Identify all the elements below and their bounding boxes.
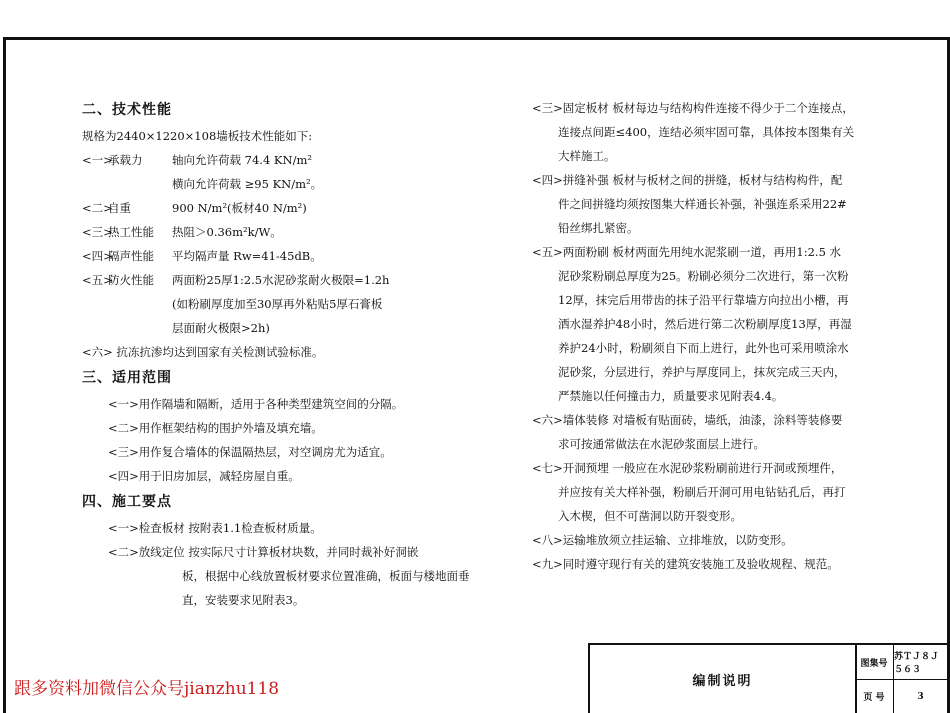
scope-item: <二>用作框架结构的围护外墙及填充墙。: [108, 421, 323, 435]
performance-mark: [82, 292, 108, 316]
construction-step-line: 求可按通常做法在水泥砂浆面层上进行。: [558, 437, 765, 451]
scope-item: <四>用于旧房加层，减轻房屋自重。: [108, 469, 300, 483]
construction-step-line: <三>固定板材 板材每边与结构构件连接不得少于二个连接点，: [532, 101, 854, 115]
construction-step-line: <七>开洞预埋 一般应在水泥砂浆粉刷前进行开洞或预埋件，: [532, 461, 843, 475]
construction-step-line: 大样施工。: [558, 149, 616, 163]
construction-step-line: 件之间拼缝均须按图集大样通长补强，补强连系采用22#: [558, 197, 847, 211]
construction-step-line: 洒水湿养护48小时，然后进行第二次粉刷厚度13厚，再湿: [558, 317, 852, 331]
construction-step-line: 板，根据中心线放置板材要求位置准确，板面与楼地面垂: [182, 569, 470, 583]
performance-row: [82, 172, 502, 196]
scope-item: <一>用作隔墙和隔断，适用于各种类型建筑空间的分隔。: [108, 397, 404, 411]
performance-mark: <二>: [82, 201, 113, 215]
construction-step-line: <四>拼缝补强 板材与板材之间的拼缝，板材与结构构件，配: [532, 173, 843, 187]
performance-value: 横向允许荷载 ≥95 KN/m²。: [172, 177, 323, 191]
page-label: 页 号: [855, 680, 894, 713]
performance-row: [82, 244, 502, 268]
performance-value: 层面耐火极限>2h): [172, 321, 270, 335]
construction-step-line: 严禁施以任何撞击力，质量要求见附表4.4。: [558, 389, 784, 403]
atlas-label: 图集号: [855, 645, 894, 680]
performance-label: [108, 292, 172, 316]
performance-value: (如粉刷厚度加至30厚再外粘贴5厚石膏板: [172, 297, 383, 311]
performance-label: 防火性能: [108, 273, 154, 287]
performance-label: [108, 316, 172, 340]
performance-value: 两面粉25厚1:2.5水泥砂浆耐火极限=1.2h: [172, 273, 390, 287]
page-number: 3: [917, 691, 924, 702]
right-column: [532, 96, 877, 576]
performance-mark: <四>: [82, 249, 113, 263]
performance-label: 承载力: [108, 153, 143, 167]
construction-step-line: <一>检查板材 按附表1.1检查板材质量。: [108, 521, 322, 535]
construction-step-line: 泥砂浆，分层进行，养护与厚度同上，抹灰完成三天内，: [558, 365, 846, 379]
performance-row: [82, 292, 502, 316]
performance-mark: <一>: [82, 153, 113, 167]
performance-row: [82, 148, 502, 172]
left-column: [82, 96, 502, 612]
construction-step-line: 连接点间距≤400，连结必须牢固可靠，具体按本图集有关: [558, 125, 855, 139]
performance-row: [82, 268, 502, 292]
construction-step-line: <六>墙体装修 对墙板有贴面砖，墙纸，油漆，涂料等装修要: [532, 413, 843, 427]
performance-row: [82, 316, 502, 340]
section-construction-title: 四、施工要点: [82, 494, 172, 510]
atlas-number: 苏ＴＪ８Ｊ５６３: [894, 645, 947, 680]
scope-list: [82, 392, 502, 488]
performance-mark: [82, 316, 108, 340]
section-technical-performance-title: 二、技术性能: [82, 102, 172, 118]
performance-value: 平均隔声量 Rw=41-45dB。: [172, 249, 322, 263]
construction-step-line: 养护24小时，粉刷须自下而上进行，此外也可采用喷涂水: [558, 341, 849, 355]
technical-intro: 规格为2440×1220×108墙板技术性能如下:: [82, 129, 313, 143]
construction-step-line: <五>两面粉刷 板材两面先用纯水泥浆刷一道，再用1:2.5 水: [532, 245, 842, 259]
title-block: [588, 643, 947, 713]
construction-step-line: 泥砂浆粉刷总厚度为25。粉刷必须分二次进行，第一次粉: [558, 269, 849, 283]
performance-list: [82, 148, 502, 340]
construction-steps-continued: [532, 96, 877, 576]
construction-step-line: <九>同时遵守现行有关的建筑安装施工及验收规程、规范。: [532, 557, 839, 571]
performance-label: 热工性能: [108, 225, 154, 239]
construction-step-line: 直，安装要求见附表3。: [182, 593, 305, 607]
construction-step-line: <二>放线定位 按实际尺寸计算板材块数，并同时裁补好洞嵌: [108, 545, 419, 559]
performance-label: 自重: [108, 201, 131, 215]
performance-mark: <五>: [82, 273, 113, 287]
section-scope-title: 三、适用范围: [82, 370, 172, 386]
performance-label: 隔声性能: [108, 249, 154, 263]
performance-row: [82, 220, 502, 244]
performance-label: [108, 172, 172, 196]
performance-mark: <三>: [82, 225, 113, 239]
performance-mark: [82, 172, 108, 196]
scope-item: <三>用作复合墙体的保温隔热层，对空调房尤为适宜。: [108, 445, 392, 459]
performance-note: <六> 抗冻抗渗均达到国家有关检测试验标准。: [82, 345, 324, 359]
performance-row: [82, 196, 502, 220]
construction-step-line: 12厚，抹完后用带齿的抹子沿平行靠墙方向拉出小槽，再: [558, 293, 849, 307]
performance-value: 热阻＞0.36m²k/W。: [172, 225, 282, 239]
construction-steps: [82, 516, 502, 612]
construction-step-line: 铅丝绑扎紧密。: [558, 221, 639, 235]
watermark-text: 跟多资料加微信公众号jianzhu118: [14, 679, 280, 699]
construction-step-line: 并应按有关大样补强，粉刷后开洞可用电钻钻孔后，再打: [558, 485, 846, 499]
drawing-title: 编制说明: [590, 645, 857, 713]
performance-value: 900 N/m²(板材40 N/m²): [172, 201, 307, 215]
construction-step-line: 入木楔，但不可凿洞以防开裂变形。: [558, 509, 742, 523]
performance-value: 轴向允许荷载 74.4 KN/m²: [172, 153, 312, 167]
construction-step-line: <八>运输堆放须立挂运输、立排堆放，以防变形。: [532, 533, 793, 547]
